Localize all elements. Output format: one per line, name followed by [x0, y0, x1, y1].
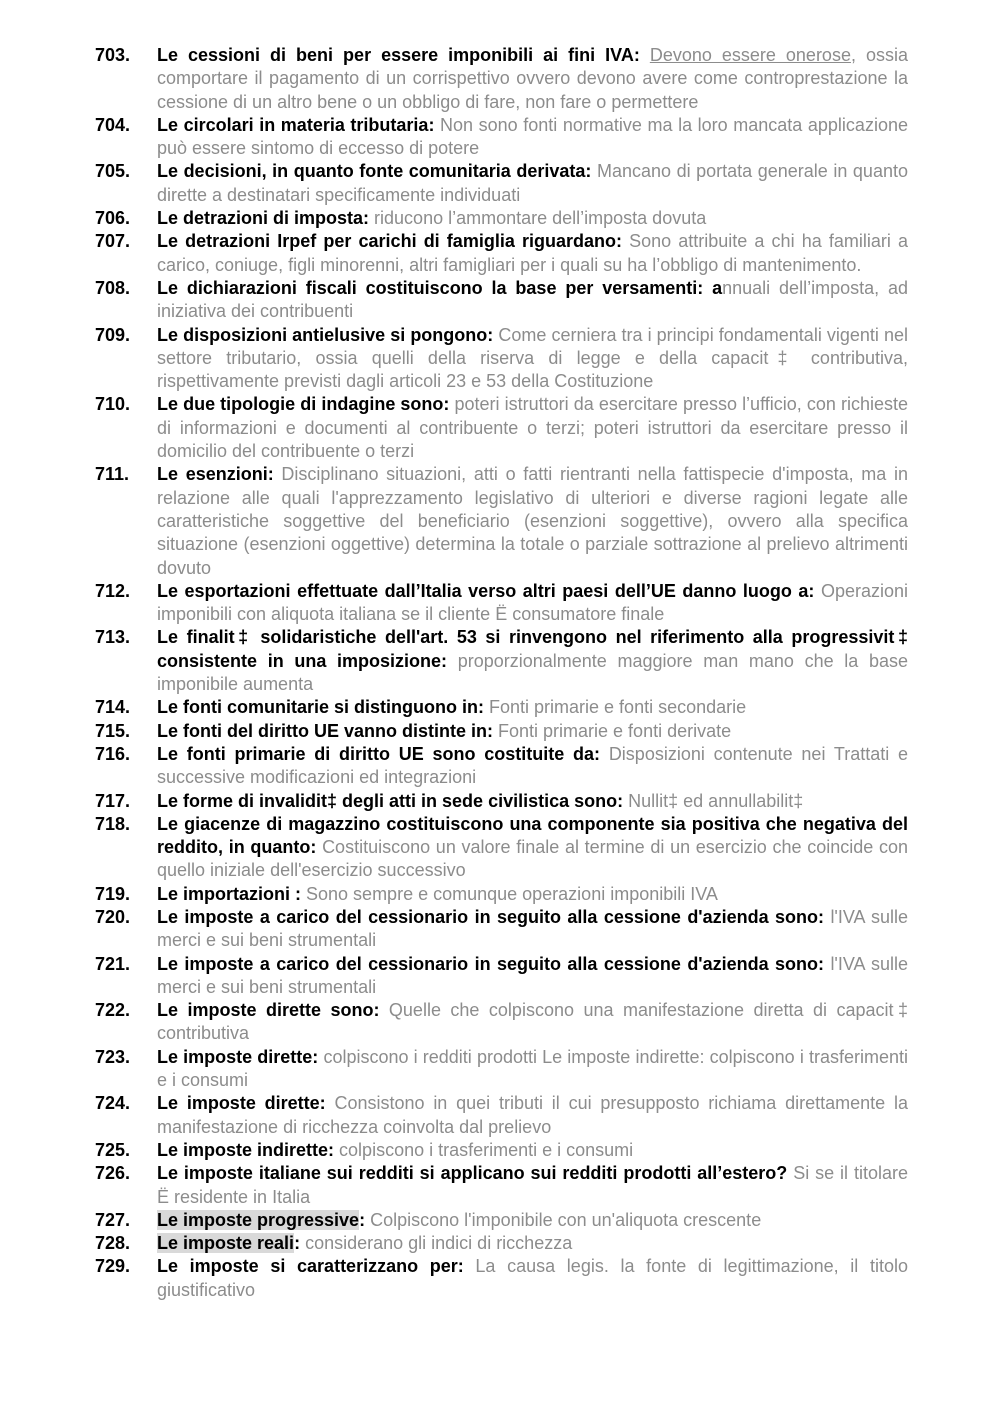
- item-text: [157, 696, 908, 719]
- item-number: 709.: [95, 324, 131, 345]
- item-question: Le due tipologie di indagine sono:: [157, 394, 450, 415]
- item-text: [157, 114, 908, 161]
- item-number: 717.: [95, 790, 131, 811]
- item-question: Le imposte indirette:: [157, 1139, 335, 1160]
- item-text: [157, 324, 908, 394]
- item-answer: Quelle che colpiscono una manifestazione diretta di capacit‡ contributiva: [157, 1000, 908, 1044]
- item-answer: Come cerniera tra i principi fondamentali vigenti nel settore tributario, ossia quelli della riserva di legge e della capacit‡ contributiva, rispettivamente previsti dagli articoli 23 e 53 della Costituzione: [157, 324, 908, 392]
- item-number: 721.: [95, 953, 131, 974]
- list-item: [95, 277, 908, 324]
- item-answer: nnuali dell’imposta, ad iniziativa dei contribuenti: [157, 277, 908, 322]
- item-question: Le giacenze di magazzino costituiscono una componente sia positiva che negativa del reddito, in quanto:: [157, 813, 908, 858]
- item-answer: Costituiscono un valore finale al termine di un esercizio che coincide con quello iniziale dell'esercizio successivo: [157, 837, 908, 881]
- item-question: :: [294, 1233, 301, 1254]
- list-item: [95, 324, 908, 394]
- list-item: [95, 1232, 908, 1255]
- list-item: [95, 1139, 908, 1162]
- item-answer: Sono attribuite a chi ha familiari a carico, coniuge, figli minorenni, altri famigliari per i quali su ha l’obbligo di mantenimento.: [157, 231, 908, 275]
- item-question: Le esportazioni effettuate dall’Italia verso altri paesi dell’UE danno luogo a:: [157, 580, 815, 601]
- item-question: Le cessioni di beni per essere imponibili ai fini IVA:: [157, 45, 640, 65]
- item-answer: colpiscono i trasferimenti e i consumi: [339, 1139, 634, 1160]
- item-question: Le decisioni, in quanto fonte comunitaria derivata:: [157, 161, 592, 182]
- item-question: Le dichiarazioni fiscali costituiscono la base per versamenti: a: [157, 277, 723, 298]
- item-answer: Mancano di portata generale in quanto dirette a destinatari specificamente individuati: [157, 161, 908, 205]
- item-text: [157, 230, 908, 277]
- item-text: [157, 1046, 908, 1093]
- item-number: 726.: [95, 1163, 131, 1184]
- item-text: [157, 1232, 908, 1255]
- item-answer: Nullit‡ ed annullabilit‡: [628, 790, 804, 811]
- item-question: Le imposte italiane sui redditi si applicano sui redditi prodotti all’estero?: [157, 1163, 788, 1184]
- list-item: [95, 883, 908, 906]
- item-text: [157, 883, 908, 906]
- item-text: [157, 207, 908, 230]
- list-item: [95, 906, 908, 953]
- item-number: 704.: [95, 114, 131, 135]
- item-question: Le fonti comunitarie si distinguono in:: [157, 697, 484, 718]
- item-text: [157, 720, 908, 743]
- item-question: Le esenzioni:: [157, 464, 274, 485]
- item-text: [157, 393, 908, 463]
- item-answer: poteri istruttori da esercitare presso l’ufficio, con richieste di informazioni e documenti al contribuente o terzi; poteri istruttori da esercitare presso il domicilio del contribuente o terzi: [157, 394, 908, 462]
- item-text: [157, 1255, 908, 1302]
- item-number: 712.: [95, 580, 131, 601]
- item-number: 716.: [95, 743, 131, 764]
- list-item: [95, 626, 908, 696]
- item-number: 713.: [95, 627, 131, 648]
- list-item: [95, 1255, 908, 1302]
- list-item: [95, 743, 908, 790]
- list-item: [95, 463, 908, 579]
- item-question: Le imposte dirette sono:: [157, 1000, 380, 1021]
- item-text: [157, 277, 908, 324]
- item-text: [157, 1139, 908, 1162]
- item-text: [157, 743, 908, 790]
- item-question: :: [359, 1209, 366, 1230]
- list-item: [95, 953, 908, 1000]
- item-question: Le imposte a carico del cessionario in seguito alla cessione d'azienda sono:: [157, 953, 825, 974]
- item-number: 718.: [95, 813, 131, 834]
- item-number: 705.: [95, 161, 131, 182]
- item-text: [157, 790, 908, 813]
- item-answer: riducono l’ammontare dell’imposta dovuta: [374, 208, 707, 229]
- item-question: Le finalit‡ solidaristiche dell'art. 53 si rinvengono nel riferimento alla progressivit‡ consistente in una imposizione:: [157, 627, 908, 671]
- item-question: Le detrazioni di imposta:: [157, 208, 370, 229]
- list-item: [95, 114, 908, 161]
- item-answer: Disciplinano situazioni, atti o fatti rientranti nella fattispecie d'imposta, ma in relazione alle quali l'apprezzamento legislativo di ulteriori e diverse ragioni legate alle caratteristiche soggettive del beneficiario (esenzioni soggettive), ovvero alla specifica situazione (esenzioni oggettive) determina la totale o parziale sottrazione al prelievo altrimenti dovuto: [157, 464, 908, 578]
- item-answer: Non sono fonti normative ma la loro mancata applicazione può essere sintomo di eccesso di potere: [157, 114, 908, 159]
- item-text: [157, 999, 908, 1046]
- item-question: Le disposizioni antielusive si pongono:: [157, 324, 494, 345]
- item-answer: Fonti primarie e fonti secondarie: [489, 697, 747, 718]
- item-number: 703.: [95, 45, 131, 65]
- item-text: [157, 626, 908, 696]
- item-number: 720.: [95, 906, 131, 927]
- item-question: Le imposte si caratterizzano per:: [157, 1256, 464, 1277]
- list-item: [95, 790, 908, 813]
- item-answer: colpiscono i redditi prodotti Le imposte indirette: colpiscono i trasferimenti e i consumi: [157, 1046, 908, 1091]
- item-question: Le fonti primarie di diritto UE sono costituite da:: [157, 743, 601, 764]
- list-item: [95, 1162, 908, 1209]
- item-answer: Si se il titolare Ë residente in Italia: [157, 1163, 908, 1207]
- item-number: 711.: [95, 464, 130, 485]
- item-number: 714.: [95, 697, 131, 718]
- item-answer-underlined: Devono essere onerose: [649, 45, 851, 65]
- list-item: [95, 813, 908, 883]
- item-answer: Fonti primarie e fonti derivate: [498, 720, 732, 741]
- list-item: [95, 44, 908, 114]
- item-question: Le fonti del diritto UE vanno distinte in:: [157, 720, 493, 741]
- item-answer: Disposizioni contenute nei Trattati e successive modificazioni ed integrazioni: [157, 743, 908, 788]
- item-number: 729.: [95, 1256, 131, 1277]
- item-text: [157, 1092, 908, 1139]
- item-text: [157, 1162, 908, 1209]
- list-item: [95, 999, 908, 1046]
- list-item: [95, 207, 908, 230]
- item-text: [157, 463, 908, 579]
- item-answer: Consistono in quei tributi il cui presupposto richiama direttamente la manifestazione di ricchezza coinvolta dal prelievo: [157, 1093, 908, 1137]
- list-item: [95, 393, 908, 463]
- item-answer: l'IVA sulle merci e sui beni strumentali: [157, 953, 908, 997]
- item-number: 706.: [95, 208, 131, 229]
- item-text: [157, 906, 908, 953]
- item-number: 727.: [95, 1209, 131, 1230]
- item-number: 724.: [95, 1093, 131, 1114]
- item-question: Le importazioni :: [157, 883, 301, 904]
- item-number: 725.: [95, 1139, 131, 1160]
- list-item: [95, 580, 908, 627]
- item-question: Le imposte dirette:: [157, 1046, 319, 1067]
- item-number: 728.: [95, 1233, 131, 1254]
- list-item: [95, 160, 908, 207]
- list-item: [95, 1046, 908, 1093]
- item-number: 723.: [95, 1046, 131, 1067]
- item-answer: proporzionalmente maggiore man mano che la base imponibile aumenta: [157, 650, 908, 695]
- item-number: 708.: [95, 277, 131, 298]
- item-text: [157, 1209, 908, 1232]
- item-text: [157, 813, 908, 883]
- list-item: [95, 696, 908, 719]
- item-question-highlighted: Le imposte reali: [157, 1233, 295, 1254]
- item-answer: Sono sempre e comunque operazioni imponibili IVA: [306, 883, 718, 904]
- item-answer: considerano gli indici di ricchezza: [305, 1233, 573, 1254]
- item-answer: l'IVA sulle merci e sui beni strumentali: [157, 906, 908, 951]
- list-item: [95, 230, 908, 277]
- item-number: 722.: [95, 1000, 131, 1021]
- item-question: Le forme di invalidit‡ degli atti in sede civilistica sono:: [157, 790, 624, 811]
- list-item: [95, 720, 908, 743]
- item-question: Le imposte dirette:: [157, 1093, 326, 1114]
- item-text: [157, 580, 908, 627]
- item-text: [157, 160, 908, 207]
- item-number: 710.: [95, 394, 131, 415]
- item-text: [157, 44, 908, 114]
- list-item: [95, 1092, 908, 1139]
- item-number: 719.: [95, 883, 131, 904]
- list-item: [95, 1209, 908, 1232]
- item-question: Le imposte a carico del cessionario in seguito alla cessione d'azienda sono:: [157, 906, 825, 927]
- item-question: Le detrazioni Irpef per carichi di famiglia riguardano:: [157, 231, 622, 252]
- item-answer: La causa legis. la fonte di legittimazione, il titolo giustificativo: [157, 1256, 908, 1300]
- numbered-list: [95, 44, 908, 1302]
- item-answer: , ossia comportare il pagamento di un corrispettivo ovvero devono avere come controprestazione la cessione di un altro bene o un obbligo di fare, non fare o permettere: [157, 45, 908, 112]
- item-text: [157, 953, 908, 1000]
- item-answer: Operazioni imponibili con aliquota italiana se il cliente Ë consumatore finale: [157, 580, 908, 625]
- item-answer: Colpiscono l'imponibile con un'aliquota crescente: [370, 1209, 762, 1230]
- item-number: 707.: [95, 231, 131, 252]
- item-question-highlighted: Le imposte progressive: [157, 1209, 360, 1230]
- item-number: 715.: [95, 720, 131, 741]
- item-question: Le circolari in materia tributaria:: [157, 114, 435, 135]
